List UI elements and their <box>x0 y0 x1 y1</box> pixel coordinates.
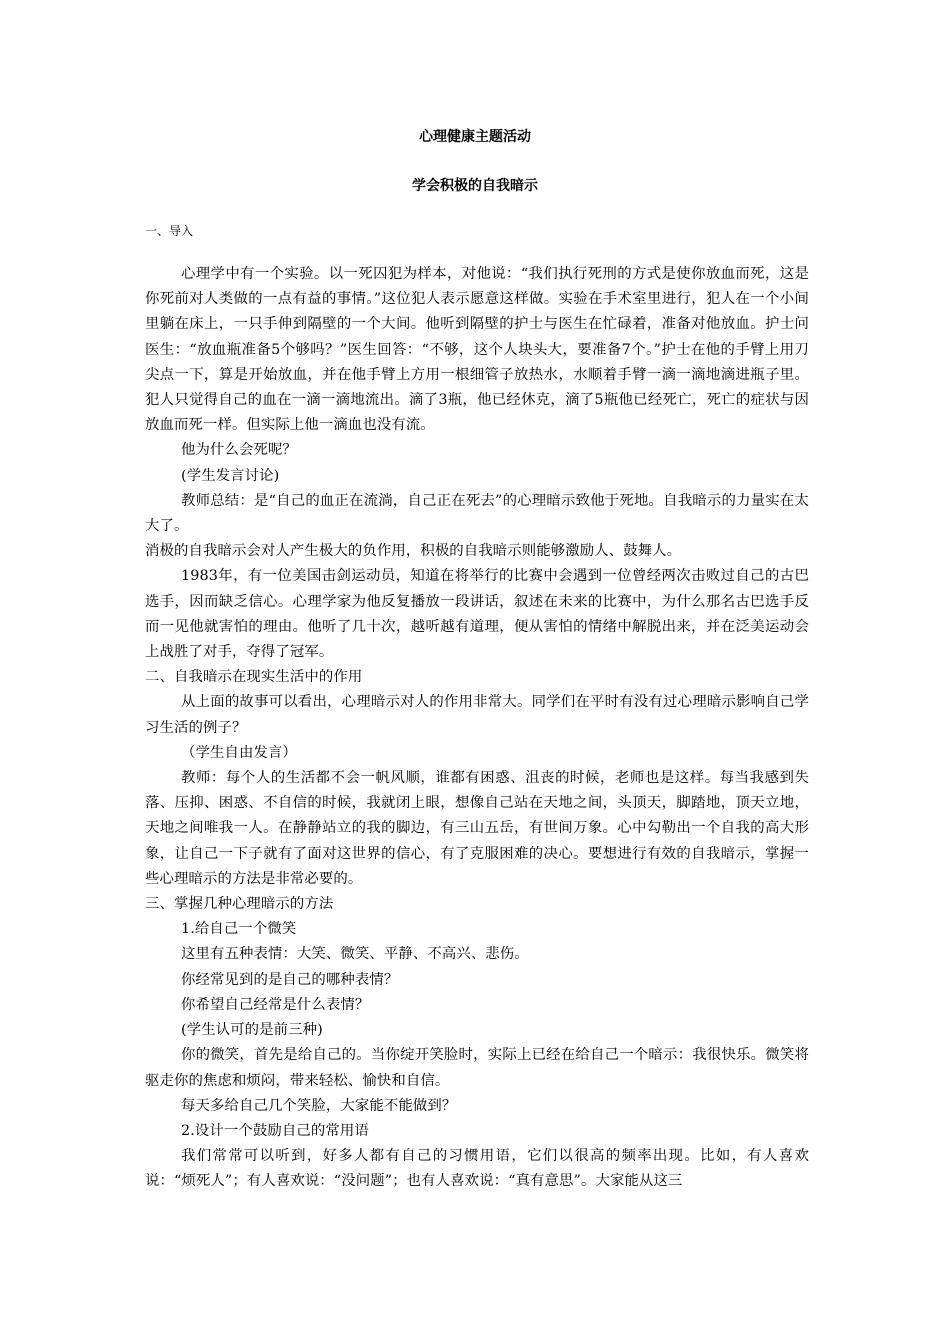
paragraph-teacher-summary: 教师总结：是“自己的血正在流淌，自己正在死去”的心理暗示致他于死地。自我暗示的力量实在太大了。 <box>145 492 809 535</box>
paragraph-daily-smile: 每天多给自己几个笑脸，大家能不能做到？ <box>181 1097 457 1114</box>
document-body <box>145 262 809 1195</box>
paragraph-negative-positive: 消极的自我暗示会对人产生极大的负作用，积极的自我暗示则能够激励人、鼓舞人。 <box>145 543 682 560</box>
paragraph-question-often: 你经常见到的是自己的哪种表情？ <box>181 971 399 988</box>
document-subtitle: 学会积极的自我暗示 <box>412 178 538 194</box>
method-heading-phrase: 2.设计一个鼓励自己的常用语 <box>181 1122 369 1139</box>
document-title: 心理健康主题活动 <box>419 129 531 145</box>
paragraph-question-hope: 你希望自己经常是什么表情？ <box>181 996 370 1013</box>
paragraph-question: 他为什么会死呢？ <box>181 442 297 459</box>
paragraph-smile-effect: 你的微笑，首先是给自己的。当你绽开笑脸时，实际上已经在给自己一个暗示：我很快乐。微笑将驱走你的焦虑和烦闷，带来轻松、愉快和自信。 <box>145 1047 809 1089</box>
paragraph-student-agree: (学生认可的是前三种) <box>181 1022 323 1039</box>
paragraph-fencer-story: 1983年，有一位美国击剑运动员，知道在将举行的比赛中会遇到一位曾经两次击败过自己的古巴选手，因而缺乏信心。心理学家为他反复播放一段讲话，叙述在未来的比赛中，为什么那名古巴选手反而一见他就害怕的理由。他听了几十次，越听越有道理，便从害怕的情绪中解脱出来，并在泛美运动会上战胜了对手，夺得了冠军。 <box>145 568 809 661</box>
paragraph-teacher-example: 教师：每个人的生活都不会一帆风顺，谁都有困惑、沮丧的时候，老师也是这样。每当我感到失落、压抑、困惑、不自信的时候，我就闭上眼，想像自己站在天地之间，头顶天，脚踏地，顶天立地，天地之间唯我一人。在静静站立的我的脚边，有三山五岳，有世间万象。心中勾勒出一个自我的高大形象，让自己一下子就有了面对这世界的信心，有了克服困难的决心。要想进行有效的自我暗示，掌握一些心理暗示的方法是非常必要的。 <box>145 770 809 887</box>
paragraph-common-phrases: 我们常常可以听到，好多人都有自己的习惯用语，它们以很高的频率出现。比如，有人喜欢说：“烦死人”；有人喜欢说：“没问题”；也有人喜欢说：“真有意思”。大家能从这三 <box>145 1148 809 1190</box>
paragraph-discussion: (学生发言讨论) <box>181 467 280 484</box>
paragraph-experiment: 心理学中有一个实验。以一死囚犯为样本，对他说：“我们执行死刑的方式是使你放血而死，这是你死前对人类做的一点有益的事情。”这位犯人表示愿意这样做。实验在手术室里进行，犯人在一个小间里躺在床上，一只手伸到隔壁的一个大间。他听到隔壁的护士与医生在忙碌着，准备对他放血。护士问医生：“放血瓶准备5个够吗？”医生回答：“不够，这个人块头大，要准备7个。”护士在他的手臂上用刀尖点一下，算是开始放血，并在他手臂上方用一根细管子放热水，水顺着手臂一滴一滴地滴进瓶子里。犯人只觉得自己的血在一滴一滴地流出。滴了3瓶，他已经休克，滴了5瓶他已经死亡，死亡的症状与因放血而死一样。但实际上他一滴血也没有流。 <box>145 266 809 434</box>
paragraph-free-speech: （学生自由发言） <box>181 744 297 761</box>
section-heading-real-life: 二、自我暗示在现实生活中的作用 <box>145 669 363 686</box>
paragraph-expressions: 这里有五种表情：大笑、微笑、平静、不高兴、悲伤。 <box>181 946 529 963</box>
section-heading-methods: 三、掌握几种心理暗示的方法 <box>145 896 334 913</box>
paragraph-story-effect: 从上面的故事可以看出，心理暗示对人的作用非常大。同学们在平时有没有过心理暗示影响自己学习生活的例子？ <box>145 694 809 736</box>
section-heading-intro: 一、导入 <box>145 224 194 238</box>
method-heading-smile: 1.给自己一个微笑 <box>181 921 297 938</box>
